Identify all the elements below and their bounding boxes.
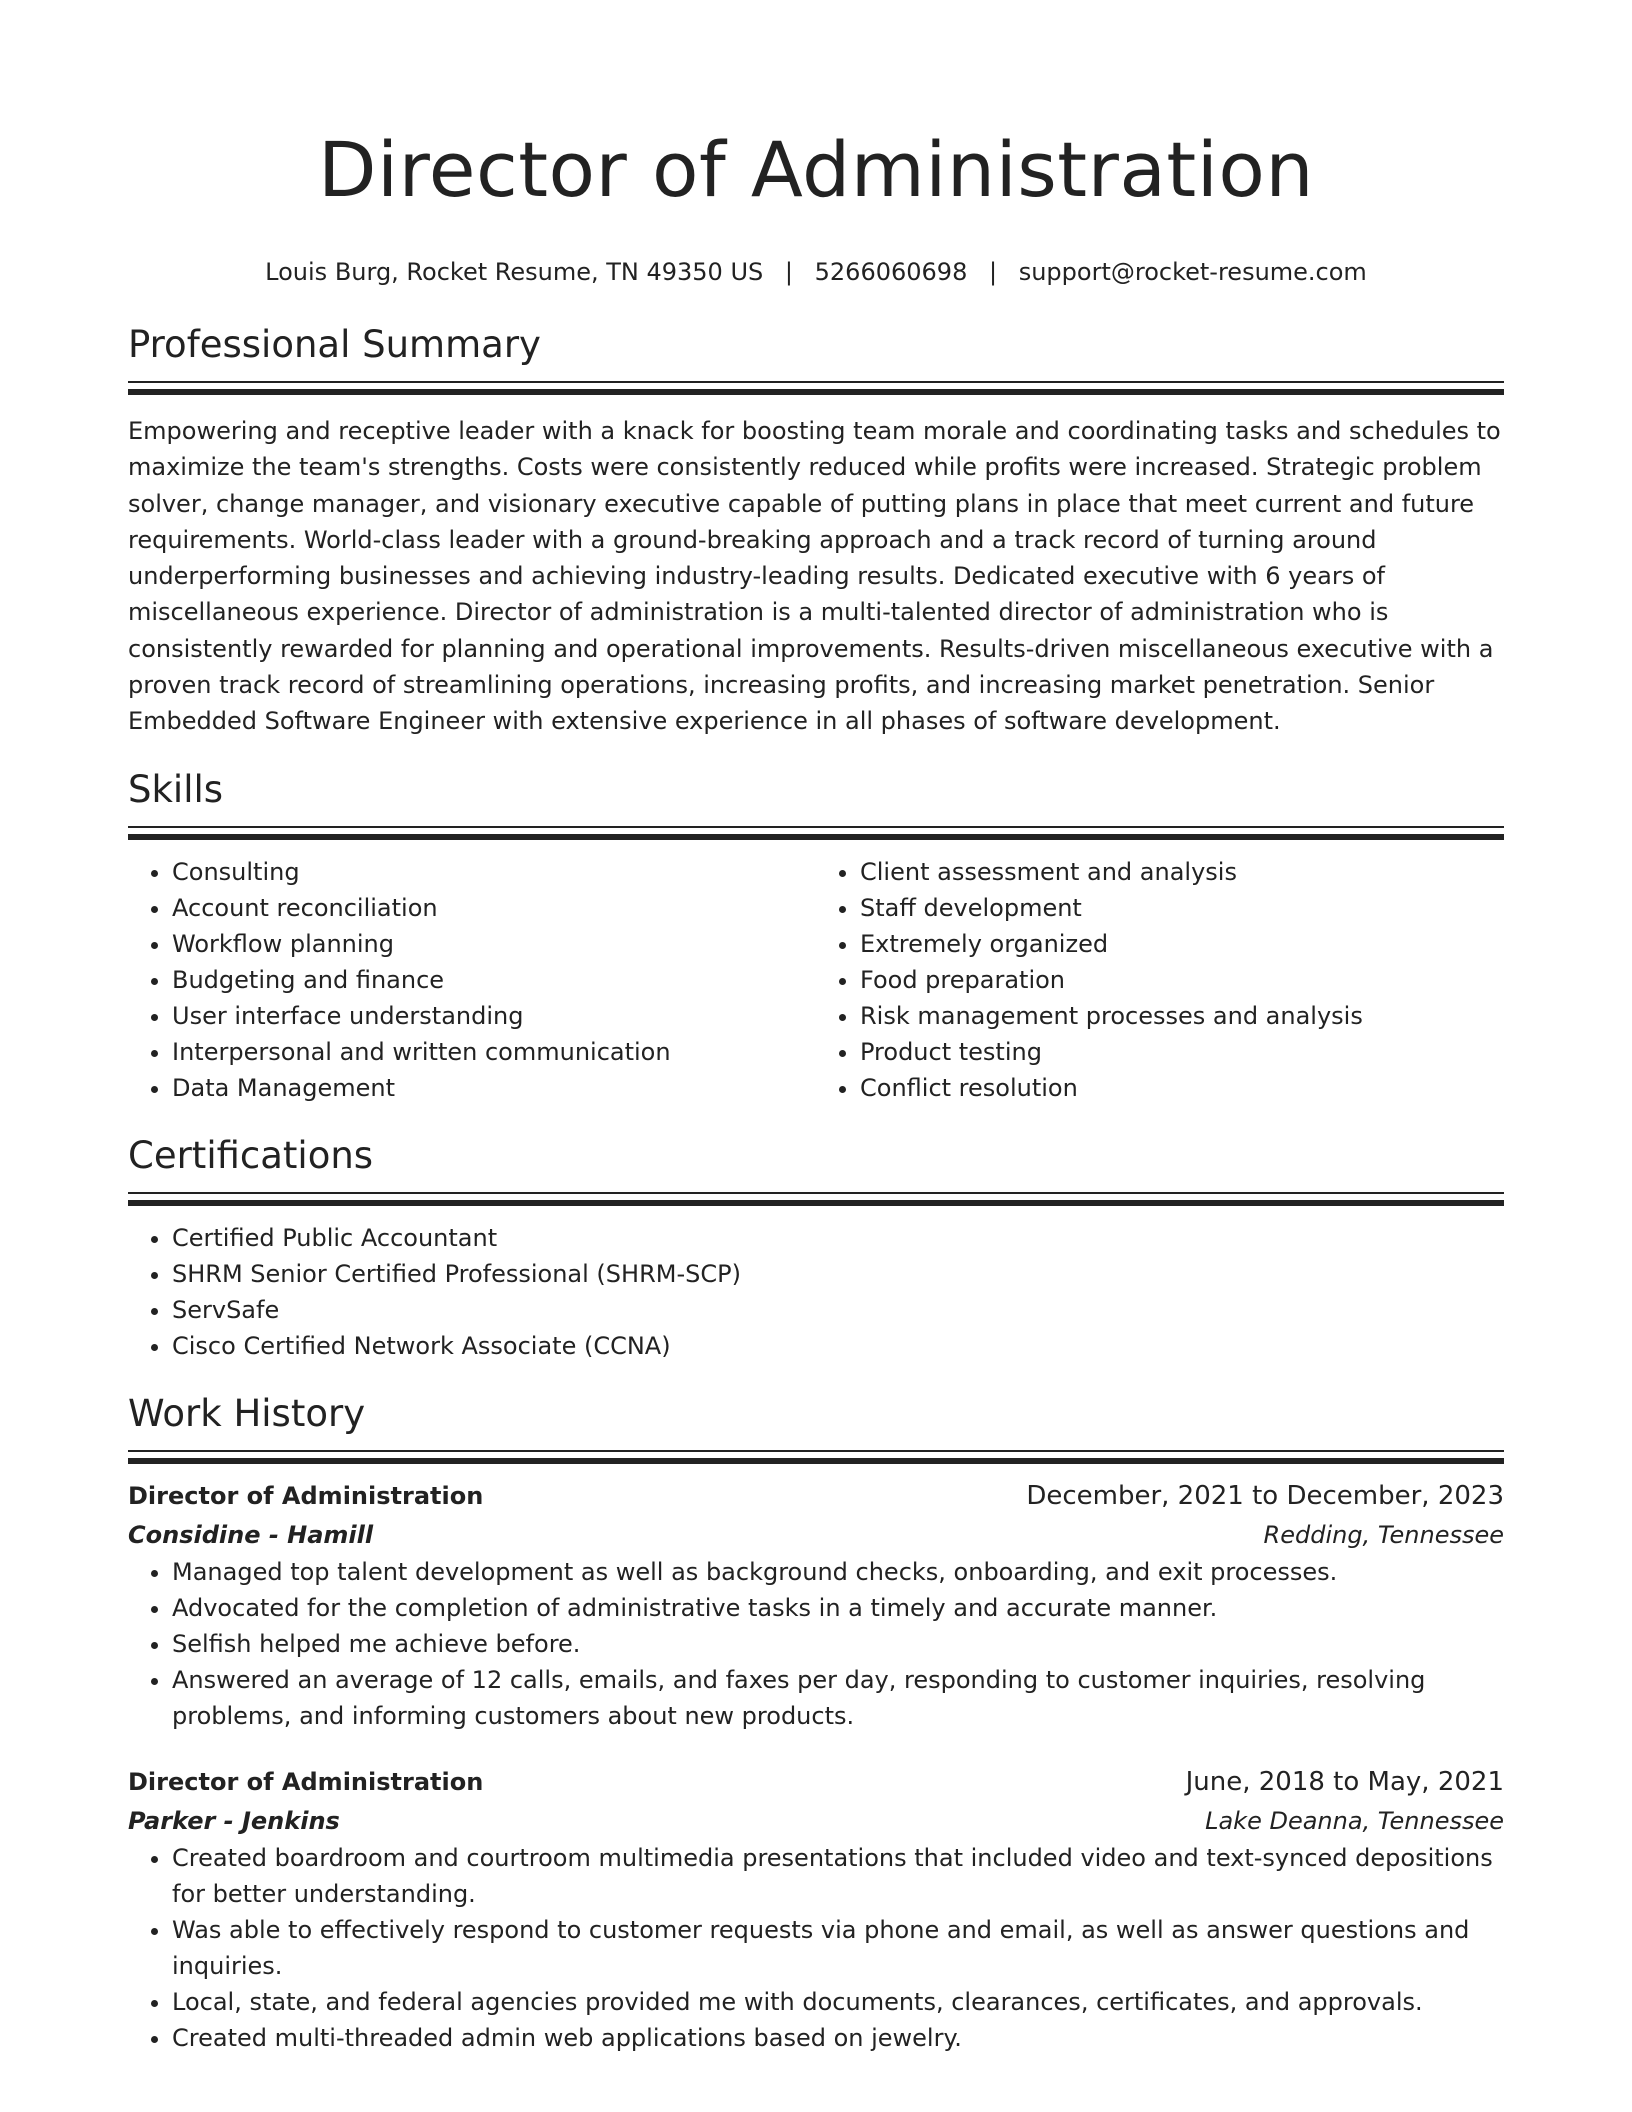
skill-item: • Risk management processes and analysis bbox=[860, 998, 1504, 1034]
contact-phone: 5266060698 bbox=[814, 258, 968, 286]
contact-address: Louis Burg, Rocket Resume, TN 49350 US bbox=[265, 258, 764, 286]
certifications-list bbox=[128, 1220, 1504, 1364]
contact-separator: | bbox=[988, 258, 998, 286]
job-header-row bbox=[128, 1762, 1504, 1802]
skill-item: • Workflow planning bbox=[172, 926, 816, 962]
certification-item: • ServSafe bbox=[172, 1292, 1504, 1328]
job-dates: December, 2021 to December, 2023 bbox=[1026, 1480, 1504, 1511]
section-divider bbox=[128, 1192, 1504, 1206]
job-location: Lake Deanna, Tennessee bbox=[1205, 1806, 1504, 1835]
job-title: Director of Administration bbox=[128, 1481, 484, 1510]
certifications-heading: Certifications bbox=[128, 1133, 374, 1177]
skill-item: • Product testing bbox=[860, 1034, 1504, 1070]
skills-heading: Skills bbox=[128, 767, 224, 811]
job-subheader-row bbox=[128, 1516, 1504, 1554]
certifications-section bbox=[128, 1132, 1504, 1364]
job-bullet-list bbox=[128, 1840, 1504, 2056]
contact-separator: | bbox=[784, 258, 793, 286]
job-title: Director of Administration bbox=[128, 1767, 484, 1796]
certification-item: • SHRM Senior Certified Professional (SHRM-SCP) bbox=[172, 1256, 1504, 1292]
summary-text: Empowering and receptive leader with a knack for boosting team morale and coordinating tasks and schedules to maximize the team's strengths. Costs were consistently reduced while profits were increased. Strategic problem solver, change manager, and visionary executive capable of putting plans in place that meet current and future requirements. World-class leader with a ground-breaking approach and a track record of turning around underperforming businesses and achieving industry-leading results. Dedicated executive with 6 years of miscellaneous experience. Director of administration is a multi-talented director of administration who is consistently rewarded for planning and operational improvements. Results-driven miscellaneous executive with a proven track record of streamlining operations, increasing profits, and increasing market penetration. Senior Embedded Software Engineer with extensive experience in all phases of software development. bbox=[128, 417, 1501, 736]
job-bullet-list bbox=[128, 1554, 1504, 1734]
section-divider bbox=[128, 1450, 1504, 1464]
job-entry bbox=[128, 1762, 1504, 2056]
skills-list-left bbox=[128, 854, 816, 1106]
skill-item: • Data Management bbox=[172, 1070, 816, 1106]
skills-column-left bbox=[128, 854, 816, 1106]
certification-item: • Cisco Certified Network Associate (CCNA) bbox=[172, 1328, 1504, 1364]
job-entry bbox=[128, 1476, 1504, 1734]
job-bullet: • Created multi-threaded admin web applications based on jewelry. bbox=[172, 2020, 1504, 2056]
section-divider bbox=[128, 826, 1504, 840]
job-bullet: • Local, state, and federal agencies provided me with documents, clearances, certificates, and approvals. bbox=[172, 1984, 1504, 2020]
certification-item: • Certified Public Accountant bbox=[172, 1220, 1504, 1256]
skill-item: • Client assessment and analysis bbox=[860, 854, 1504, 890]
work-history-section bbox=[128, 1390, 1504, 2056]
resume-title: Director of Administration bbox=[318, 125, 1314, 214]
skills-section bbox=[128, 766, 1504, 1106]
job-company: Parker - Jenkins bbox=[128, 1806, 340, 1835]
job-bullet: • Created boardroom and courtroom multimedia presentations that included video and text-synced depositions for better understanding. bbox=[172, 1840, 1504, 1912]
skill-item: • Food preparation bbox=[860, 962, 1504, 998]
job-bullet: • Answered an average of 12 calls, emails, and faxes per day, responding to customer inquiries, resolving problems, and informing customers about new products. bbox=[172, 1662, 1504, 1734]
skills-columns bbox=[128, 854, 1504, 1106]
skill-item: • Consulting bbox=[172, 854, 816, 890]
job-bullet: • Selfish helped me achieve before. bbox=[172, 1626, 1504, 1662]
section-divider bbox=[128, 381, 1504, 395]
summary-section bbox=[128, 321, 1504, 740]
skill-item: • Budgeting and finance bbox=[172, 962, 816, 998]
contact-email[interactable]: support@rocket-resume.com bbox=[1018, 258, 1367, 286]
job-dates: June, 2018 to May, 2021 bbox=[1185, 1766, 1504, 1797]
job-bullet: • Managed top talent development as well as background checks, onboarding, and exit processes. bbox=[172, 1554, 1504, 1590]
job-bullet: • Was able to effectively respond to customer requests via phone and email, as well as answer questions and inquiries. bbox=[172, 1912, 1504, 1984]
job-subheader-row bbox=[128, 1802, 1504, 1840]
skills-list-right bbox=[816, 854, 1504, 1106]
skills-column-right bbox=[816, 854, 1504, 1106]
skill-item: • User interface understanding bbox=[172, 998, 816, 1034]
skill-item: • Staff development bbox=[860, 890, 1504, 926]
job-company: Considine - Hamill bbox=[128, 1520, 374, 1549]
skill-item: • Conflict resolution bbox=[860, 1070, 1504, 1106]
contact-line bbox=[128, 256, 1504, 288]
job-bullet: • Advocated for the completion of administrative tasks in a timely and accurate manner. bbox=[172, 1590, 1504, 1626]
job-header-row bbox=[128, 1476, 1504, 1516]
work-history-heading: Work History bbox=[128, 1391, 366, 1435]
skill-item: • Extremely organized bbox=[860, 926, 1504, 962]
skill-item: • Account reconciliation bbox=[172, 890, 816, 926]
summary-heading: Professional Summary bbox=[128, 323, 541, 366]
skill-item: • Interpersonal and written communication bbox=[172, 1034, 816, 1070]
job-location: Redding, Tennessee bbox=[1263, 1520, 1504, 1549]
